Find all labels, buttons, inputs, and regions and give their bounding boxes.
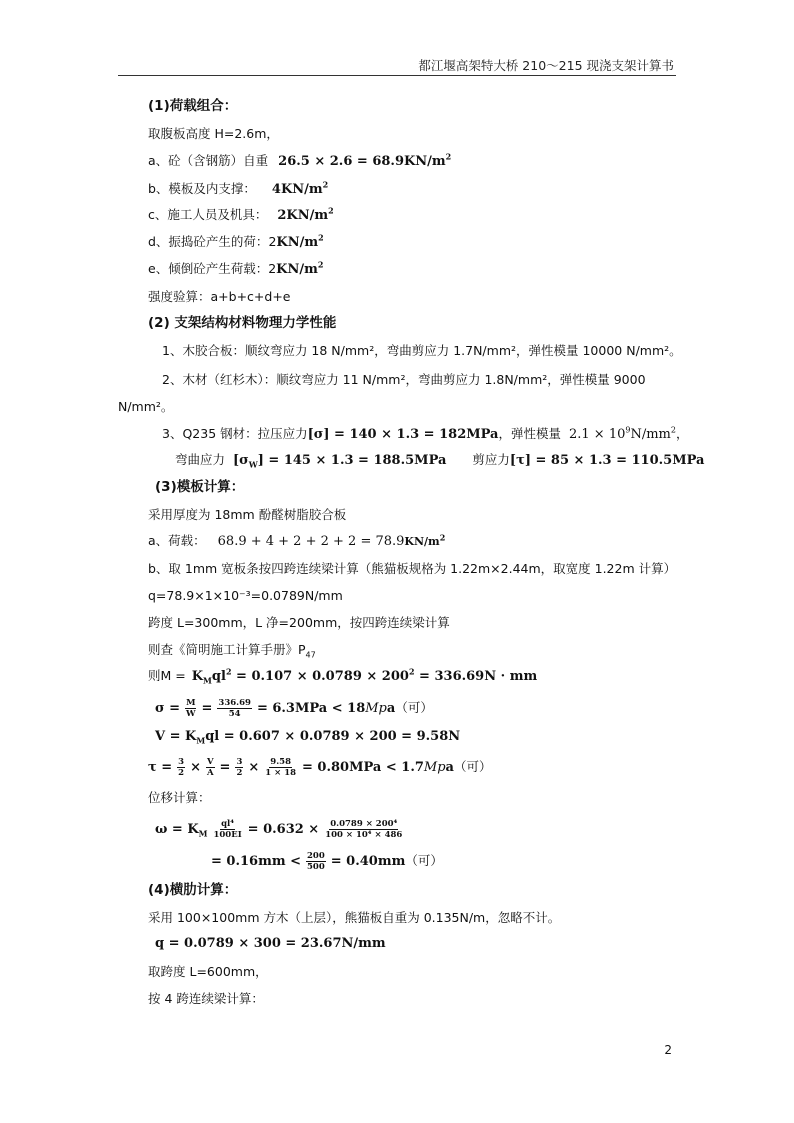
displacement-label: 位移计算：	[148, 790, 211, 805]
load-e-label: e、倾倒砼产生荷载：	[148, 261, 269, 276]
shear-force-formula: $V = K_Mql = 0.607 \times 0.0789 \times 200 = 9.58N$	[155, 729, 461, 746]
load-e-unit: $KN/m^2$	[276, 259, 324, 277]
modulus-label: ，弹性模量	[498, 426, 561, 441]
formwork-load-line	[148, 533, 445, 550]
formwork-span-text: 跨度 L=300mm，L 净=200mm，按四跨连续梁计算	[148, 615, 450, 630]
load-a-line	[148, 153, 451, 170]
load-e-num: 2	[268, 261, 277, 276]
load-d-unit: $KN/m^2$	[276, 232, 324, 250]
formwork-intro: 采用厚度为 18mm 酚醛树脂胶合板	[148, 507, 347, 522]
rib-span: 取跨度 L=600mm，	[148, 964, 268, 979]
formwork-q-text: q=78.9×1×10⁻³=0.0789N/mm	[148, 588, 343, 603]
rib-q-formula: q = 0.0789 × 300 = 23.67N/mm	[155, 936, 386, 951]
material-item-1: 1、木胶合板：顺纹弯应力 18 N/mm²，弯曲剪应力 1.7N/mm²，弹性模量 10000 N/mm²。	[162, 343, 682, 358]
load-c-value: $2KN/m^2$	[277, 205, 334, 223]
material-item-3: 3、Q235 钢材：拉压应力[σ] = 140 × 1.3 = 182MPa，弹性模量 $2.1 \times 10^9N/mm^2$，	[162, 425, 689, 442]
formwork-load-formula: 68.9 + 4 + 2 + 2 + 2 = 78.9	[217, 534, 405, 549]
shear-label: 剪应力	[472, 452, 510, 467]
load-e-line	[148, 261, 323, 278]
shear-formula: [τ] = 85 × 1.3 = 110.5MPa	[509, 453, 705, 468]
formwork-load-unit: $KN/m^2$	[404, 532, 446, 548]
load-c-label: c、施工人员及机具：	[148, 207, 268, 222]
section1-heading: (1)荷载组合：	[148, 98, 238, 114]
strength-check: 强度验算：a+b+c+d+e	[148, 289, 291, 304]
load-c-line	[148, 207, 334, 224]
bending-formula: $[\sigma_W] = 145 \times 1.3 = 188.5MPa$	[233, 453, 447, 470]
load-b-value: $4KN/m^2$	[271, 179, 329, 197]
omega-check: = 0.16mm < $\frac{200}{500}$ = 0.40mm（可）	[211, 851, 443, 872]
section2-heading: (2) 支架结构材料物理力学性能	[148, 315, 337, 331]
load-d-line	[148, 234, 324, 251]
page-number: 2	[664, 1043, 672, 1057]
formwork-b-text: b、取 1mm 宽板条按四跨连续梁计算（熊猫板规格为 1.22m×2.44m，取宽度 1.22m 计算）	[148, 561, 677, 576]
rib-method: 按 4 跨连续梁计算：	[148, 991, 264, 1006]
formwork-load-label: a、荷载：	[148, 533, 206, 548]
header-title: 都江堰高架特大桥 210～215 现浇支架计算书	[418, 58, 674, 73]
load-a-formula: $26.5 \times 2.6 = 68.9KN/m^2$	[278, 151, 452, 169]
section1-intro: 取腹板高度 H=2.6m，	[148, 126, 279, 141]
page-header	[0, 48, 794, 78]
steel-modulus: $2.1 \times 10^9N/mm^2$	[568, 425, 676, 442]
rib-intro: 采用 100×100mm 方木（上层），熊猫板自重为 0.135N/m，忽略不计。	[148, 910, 561, 925]
load-a-label: a、砼（含钢筋）自重	[148, 153, 269, 168]
material-item-3-label: 3、Q235 钢材：拉压应力	[162, 426, 308, 441]
load-d-num: 2	[268, 234, 277, 249]
material-item-2-cont: N/mm²。	[118, 399, 174, 414]
material-item-2: 2、木材（红杉木）：顺纹弯应力 11 N/mm²，弯曲剪应力 1.8N/mm²，弹性模量 9000	[162, 372, 646, 387]
moment-formula: 则$M = K_Mql^2 = 0.107 \times 0.0789 \times 200^2 = 336.69N$ · mm	[148, 666, 538, 686]
section4-heading: (4)横肋计算：	[148, 882, 238, 898]
load-d-label: d、振捣砼产生的荷：	[148, 234, 269, 249]
manual-reference: 则查《简明施工计算手册》$P_{47}$	[148, 642, 316, 660]
sigma-check: σ = $\frac{M}{W}$ = $\frac{336.69}{54}$ = 6.3MPa < 18Mpa（可）	[155, 698, 433, 719]
bending-label: 弯曲应力	[175, 452, 226, 467]
header-rule	[118, 75, 676, 76]
load-b-label: b、模板及内支撑：	[148, 181, 256, 196]
bending-shear-line	[175, 452, 704, 469]
section3-heading: (3)模板计算：	[155, 479, 245, 495]
omega-formula: $\omega = K_M$ $\frac{\text{ql⁴}}{100EI}$ = 0.632 × $\frac{\text{0.0789 × 200⁴}}{\text{100 × 10⁴ × 486}}$	[155, 819, 403, 840]
load-b-line	[148, 181, 328, 198]
steel-tension-formula: [σ] = 140 × 1.3 = 182MPa	[307, 427, 499, 442]
tau-check: τ = $\frac{3}{2}$ × $\frac{V}{A}$ = $\frac{3}{2}$ × $\frac{9.58}{1 \times 18}$ = 0.80MPa < 1.7Mpa（可）	[148, 757, 492, 778]
